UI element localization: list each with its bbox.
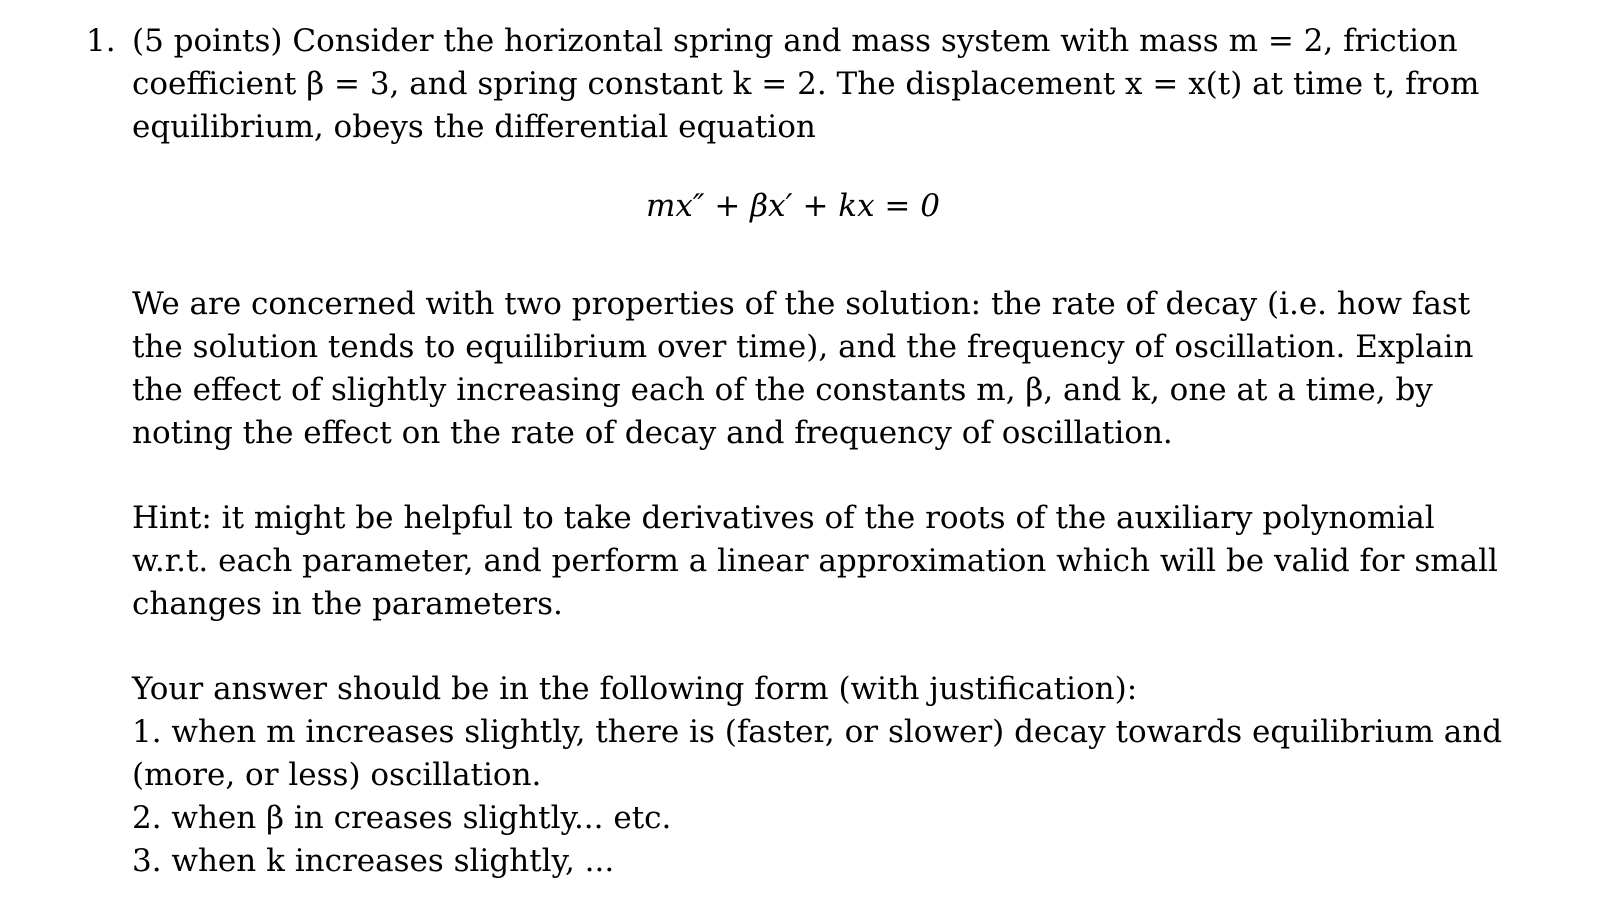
problem-body: [132, 20, 1503, 879]
hint-line-3: changes in the parameters.: [132, 586, 563, 622]
answer-line-4: 2. when β in creases slightly... etc.: [132, 800, 672, 836]
problem-number: 1.: [86, 23, 116, 59]
answer-format-paragraph: [132, 668, 1503, 883]
hint-line-2: w.r.t. each parameter, and perform a linear approximation which will be valid for small: [132, 543, 1498, 579]
concern-line-2: the solution tends to equilibrium over time), and the frequency of oscillation. Explain: [132, 329, 1474, 365]
hint-paragraph: [132, 497, 1498, 626]
intro-paragraph: [132, 20, 1480, 149]
answer-line-1: Your answer should be in the following form (with justification):: [132, 671, 1138, 707]
concern-line-4: noting the effect on the rate of decay and frequency of oscillation.: [132, 415, 1173, 451]
answer-line-5: 3. when k increases slightly, ...: [132, 843, 615, 879]
answer-line-3: (more, or less) oscillation.: [132, 757, 542, 793]
concern-line-3: the effect of slightly increasing each of the constants m, β, and k, one at a time, by: [132, 372, 1433, 408]
concern-paragraph: [132, 283, 1474, 455]
concern-line-1: We are concerned with two properties of the solution: the rate of decay (i.e. how fast: [132, 286, 1471, 322]
hint-line-1: Hint: it might be helpful to take derivatives of the roots of the auxiliary polynomial: [132, 500, 1435, 536]
intro-line-3: equilibrium, obeys the differential equation: [132, 109, 816, 145]
differential-equation: mx″ + βx′ + kx = 0: [646, 188, 940, 224]
answer-line-2: 1. when m increases slightly, there is (faster, or slower) decay towards equilibrium and: [132, 714, 1503, 750]
intro-line-2: coefficient β = 3, and spring constant k = 2. The displacement x = x(t) at time t, from: [132, 66, 1480, 102]
intro-line-1: (5 points) Consider the horizontal spring and mass system with mass m = 2, friction: [132, 23, 1458, 59]
